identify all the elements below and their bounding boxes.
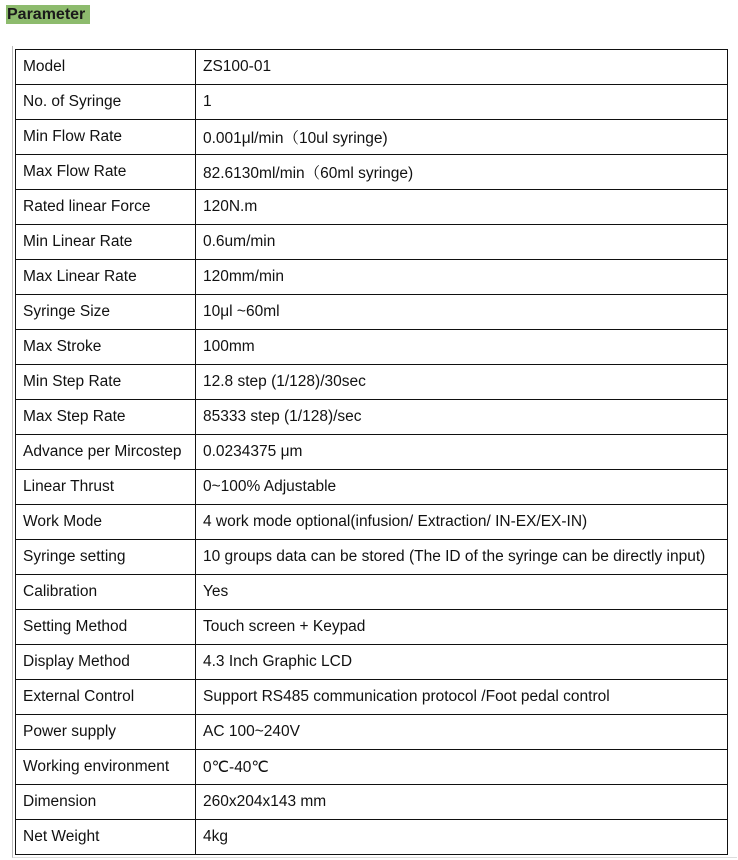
table-row	[16, 85, 728, 120]
parameter-name: Display Method	[16, 645, 196, 680]
parameter-name: Dimension	[16, 785, 196, 820]
parameter-name: Min Flow Rate	[16, 120, 196, 155]
parameter-value: 1	[196, 85, 728, 120]
parameter-value: Touch screen + Keypad	[196, 610, 728, 645]
parameter-value: 0~100% Adjustable	[196, 470, 728, 505]
parameter-value: AC 100~240V	[196, 715, 728, 750]
table-row	[16, 295, 728, 330]
parameter-name: No. of Syringe	[16, 85, 196, 120]
parameter-value: 4kg	[196, 820, 728, 855]
parameter-name: Model	[16, 50, 196, 85]
table-row	[16, 190, 728, 225]
parameter-value: 4.3 Inch Graphic LCD	[196, 645, 728, 680]
parameter-name: Min Step Rate	[16, 365, 196, 400]
table-row	[16, 610, 728, 645]
parameter-name: Max Stroke	[16, 330, 196, 365]
table-row	[16, 330, 728, 365]
table-row	[16, 365, 728, 400]
parameter-name: Net Weight	[16, 820, 196, 855]
parameter-name: Setting Method	[16, 610, 196, 645]
section-title: Parameter	[6, 5, 90, 24]
table-row	[16, 785, 728, 820]
table-row	[16, 645, 728, 680]
table-row	[16, 435, 728, 470]
parameter-name: Calibration	[16, 575, 196, 610]
parameter-value: 0.6um/min	[196, 225, 728, 260]
table-row	[16, 225, 728, 260]
parameter-name: Power supply	[16, 715, 196, 750]
parameter-value: 0℃-40℃	[196, 750, 728, 785]
parameter-value: 120N.m	[196, 190, 728, 225]
parameter-value: ZS100-01	[196, 50, 728, 85]
table-row	[16, 680, 728, 715]
parameter-name: Rated linear Force	[16, 190, 196, 225]
parameter-value: 10 groups data can be stored (The ID of the syringe can be directly input)	[196, 540, 728, 575]
table-row	[16, 575, 728, 610]
parameter-name: Max Flow Rate	[16, 155, 196, 190]
table-row	[16, 50, 728, 85]
parameter-name: Max Linear Rate	[16, 260, 196, 295]
parameter-value: 85333 step (1/128)/sec	[196, 400, 728, 435]
parameter-value: 82.6130ml/min（60ml syringe)	[196, 155, 728, 190]
parameter-value: 10μl ~60ml	[196, 295, 728, 330]
table-row	[16, 820, 728, 855]
parameter-value: 0.0234375 μm	[196, 435, 728, 470]
parameter-name: Min Linear Rate	[16, 225, 196, 260]
table-row	[16, 400, 728, 435]
parameter-value: Yes	[196, 575, 728, 610]
parameter-value: 100mm	[196, 330, 728, 365]
parameter-name: External Control	[16, 680, 196, 715]
table-row	[16, 505, 728, 540]
parameter-name: Syringe setting	[16, 540, 196, 575]
table-row	[16, 155, 728, 190]
table-row	[16, 120, 728, 155]
table-row	[16, 750, 728, 785]
parameter-value: 0.001μl/min（10ul syringe)	[196, 120, 728, 155]
parameter-name: Working environment	[16, 750, 196, 785]
parameter-name: Work Mode	[16, 505, 196, 540]
table-row	[16, 715, 728, 750]
parameter-value: 12.8 step (1/128)/30sec	[196, 365, 728, 400]
parameter-value: Support RS485 communication protocol /Foot pedal control	[196, 680, 728, 715]
table-row	[16, 260, 728, 295]
parameter-table	[15, 49, 728, 855]
parameter-value: 260x204x143 mm	[196, 785, 728, 820]
parameter-name: Advance per Mircostep	[16, 435, 196, 470]
parameter-name: Syringe Size	[16, 295, 196, 330]
parameter-name: Linear Thrust	[16, 470, 196, 505]
table-row	[16, 540, 728, 575]
parameter-name: Max Step Rate	[16, 400, 196, 435]
parameter-value: 120mm/min	[196, 260, 728, 295]
parameter-value: 4 work mode optional(infusion/ Extraction/ IN-EX/EX-IN)	[196, 505, 728, 540]
table-row	[16, 470, 728, 505]
